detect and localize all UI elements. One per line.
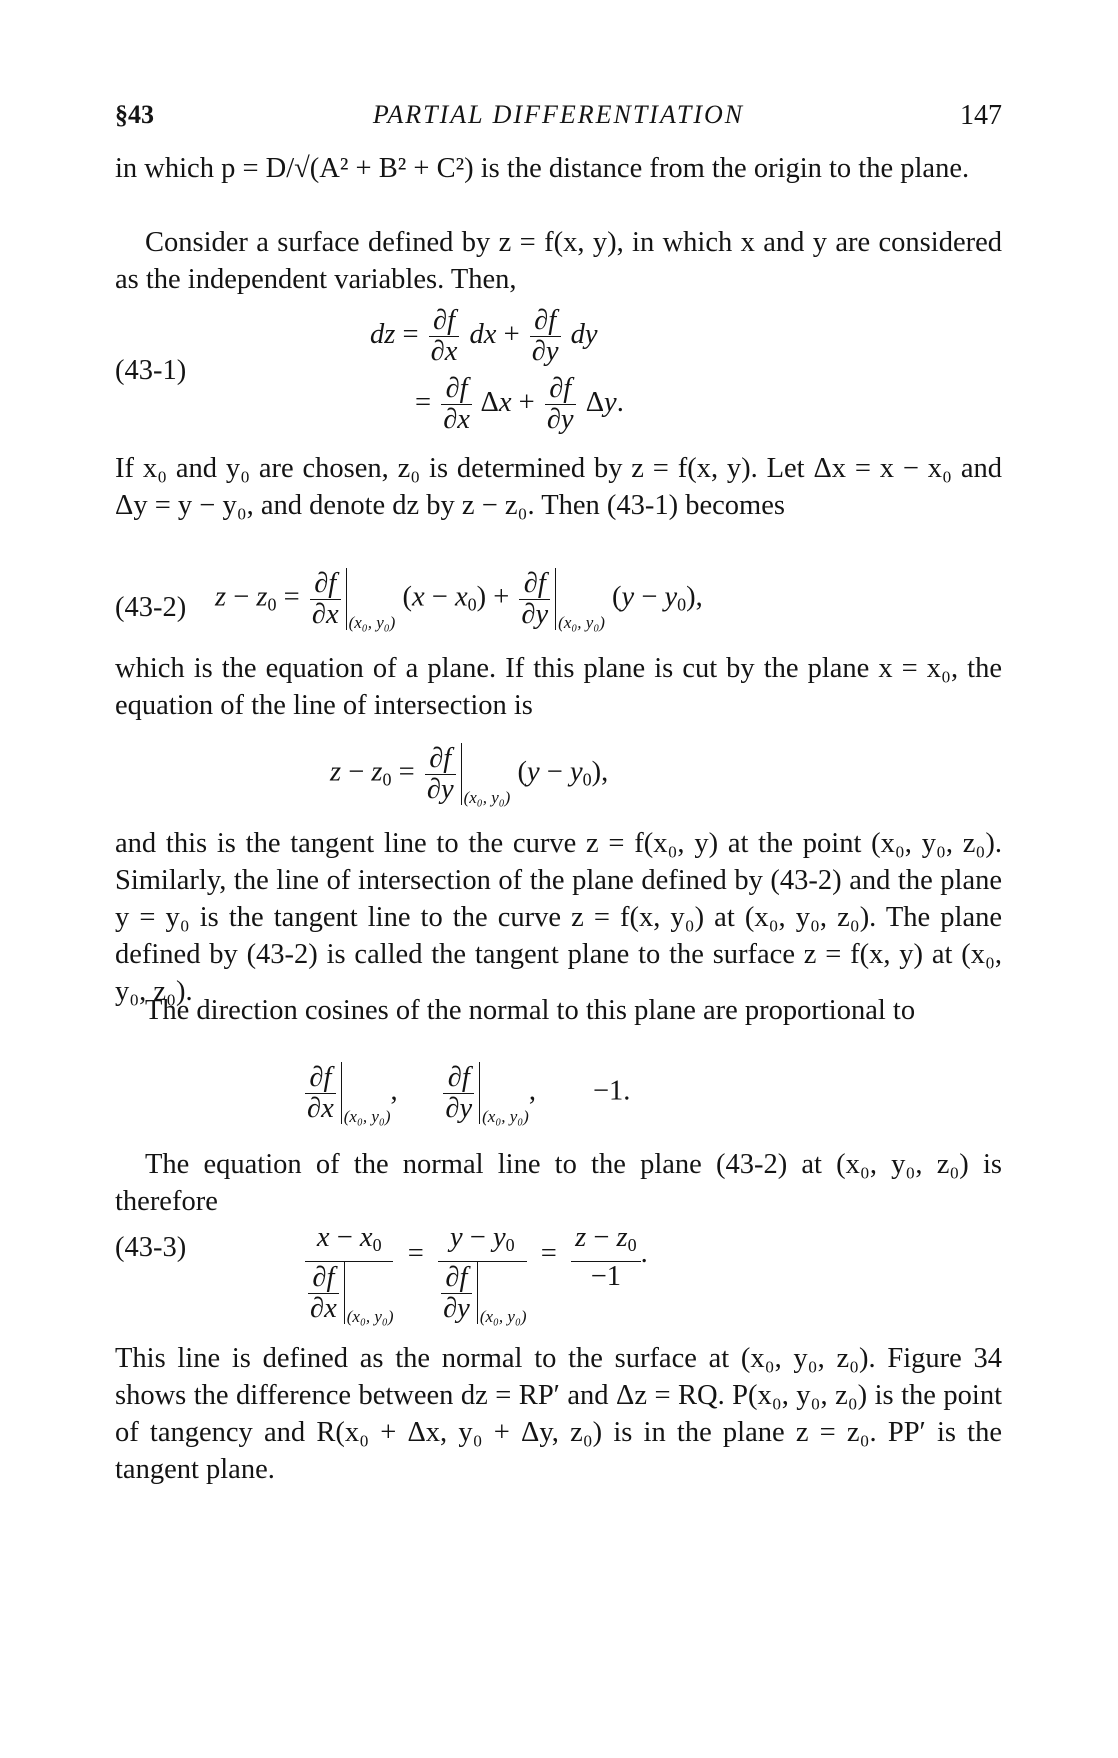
equation-label-43-1: (43-1) — [115, 355, 187, 386]
paragraph-normal-line: The equation of the normal line to the plane (43-2) at (x₀, y₀, z₀) is therefore — [115, 1149, 1002, 1217]
equation-43-1-line1: dz = $\frac{\partial f}{\partial x}$ dx + $\frac{\partial f}{\partial y}$ dy — [370, 305, 598, 367]
equation-label-43-2: (43-2) — [115, 592, 187, 623]
equation-43-3: x − x0 $\frac{\partial f}{\partial x}$ $_{(x_0, y_0)}$ = y − y0 $\frac{\partial f}{\partial y}$ $_{(x_0, y_0)}$ = $\frac{z - z0}{-1}$ . — [305, 1222, 648, 1324]
equation-43-2: z − z0 = $\frac{\partial f}{\partial x}$ $_{(x_0, y_0)}$ (x − x0) + $\frac{\partial f}{\partial y}$ $_{(x_0, y_0)}$ (y − y0), — [215, 567, 703, 632]
paragraph-direction-cosines: The direction cosines of the normal to this plane are proportional to — [145, 995, 916, 1026]
section-number: §43 — [115, 100, 154, 129]
page-number: 147 — [960, 100, 1002, 131]
paragraph-chosen-point: If x₀ and y₀ are chosen, z₀ is determined by z = f(x, y). Let Δx = x − x₀ and Δy = y − y₀, and denote dz by z − z₀. Then (43-1) becomes — [115, 453, 1002, 521]
equation-43-1-line2: = $\frac{\partial f}{\partial x}$ Δx + $\frac{\partial f}{\partial y}$ Δy. — [415, 373, 624, 435]
paragraph-surface: Consider a surface defined by z = f(x, y), in which x and y are considered as the independent variables. Then, — [115, 227, 1002, 295]
paragraph-tangent-plane: and this is the tangent line to the curve z = f(x₀, y) at the point (x₀, y₀, z₀). Similarly, the line of intersection of the plane defined by (43-2) and the plane y = y₀ is the tangent line to the curve z = f(x, y₀) at (x₀, y₀, z₀). The plane defined by (43-2) is called the tangent plane to the surface z = f(x, y) at (x₀, y₀, z₀). — [115, 828, 1002, 1007]
chapter-title: PARTIAL DIFFERENTIATION — [372, 100, 745, 129]
equation-tangent-line: z − z0 = $\frac{\partial f}{\partial y}$ $_{(x_0, y_0)}$ (y − y0), — [330, 742, 609, 807]
equation-label-43-3: (43-3) — [115, 1232, 187, 1263]
equation-direction-numbers: $\frac{\partial f}{\partial x}$ $_{(x_0, y_0)}$, $\frac{\partial f}{\partial y}$ $_{(x_0, y_0)}$, −1. — [307, 1061, 631, 1126]
paragraph-normal-definition: This line is defined as the normal to the surface at (x₀, y₀, z₀). Figure 34 shows the difference between dz = RP′ and Δz = RQ. P(x₀, y₀, z₀) is the point of tangency and R(x₀ + Δx, y₀ + Δy, z₀) is in the plane z = z₀. PP′ is the tangent plane. — [115, 1343, 1002, 1485]
paragraph-distance: in which p = D/√(A² + B² + C²) is the distance from the origin to the plane. — [115, 153, 970, 184]
running-header — [115, 100, 1002, 140]
paragraph-plane-equation: which is the equation of a plane. If this plane is cut by the plane x = x₀, the equation of the line of intersection is — [115, 653, 1002, 721]
